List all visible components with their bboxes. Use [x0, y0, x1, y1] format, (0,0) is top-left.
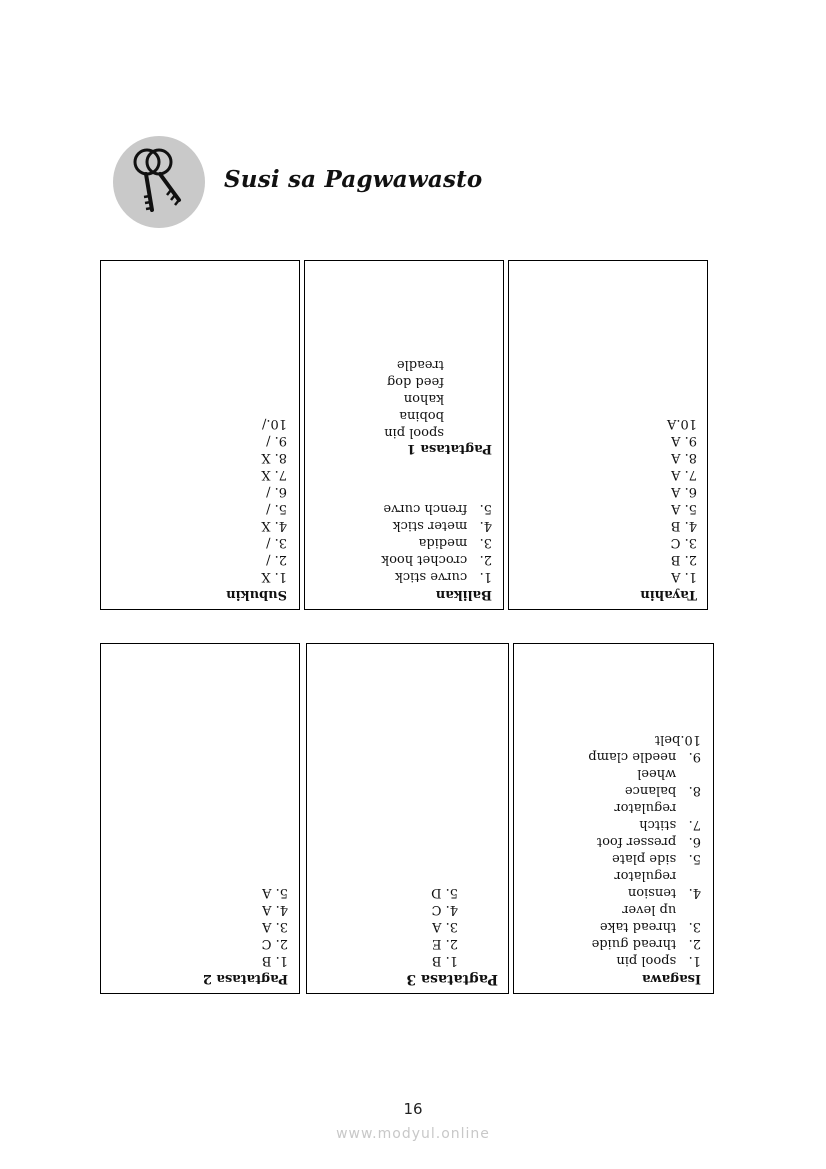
list-item: 2. B	[670, 552, 697, 567]
balikan-list	[381, 500, 492, 585]
list-item: 1. spool pin	[616, 953, 701, 968]
pagtatasa3-list	[431, 884, 458, 969]
subukin-box	[100, 260, 300, 610]
tayahin-list	[667, 415, 697, 585]
list-item: 7. A	[671, 467, 697, 482]
pagtatasa3-heading: Pagtatasa 3	[406, 971, 498, 987]
list-item: 5. A	[262, 885, 288, 900]
tayahin-box	[508, 260, 708, 610]
list-item: up lever	[622, 902, 701, 917]
list-item: 3. A	[432, 919, 458, 934]
subukin-heading: Subukin	[226, 587, 287, 602]
list-item: 5. A	[671, 501, 697, 516]
list-item: feed dog	[386, 374, 444, 389]
list-item: 5. /	[266, 501, 287, 516]
subukin-list	[261, 415, 287, 585]
list-item: 9. /	[266, 433, 287, 448]
list-item: treadle	[396, 357, 444, 372]
list-item: 4. B	[670, 518, 697, 533]
list-item: 2. crochet hook	[381, 552, 492, 567]
list-item: 8. X	[261, 450, 287, 465]
list-item: regulator	[614, 868, 701, 883]
list-item: 4. tension	[627, 885, 701, 900]
balikan-box	[304, 260, 504, 610]
pagtatasa1-heading: Pagtatasa 1	[406, 441, 492, 456]
list-item: 5. side plate	[612, 851, 701, 866]
list-item: 4. X	[261, 518, 287, 533]
list-item: 7. X	[261, 467, 287, 482]
list-item: 6. presser foot	[596, 834, 701, 849]
list-item: 6. /	[266, 484, 287, 499]
balikan-heading: Balikan	[435, 587, 492, 602]
list-item: 5. D	[431, 885, 458, 900]
list-item: 3. C	[670, 535, 697, 550]
list-item: 10./	[261, 416, 287, 431]
list-item: 1. B	[431, 953, 458, 968]
keys-icon	[113, 136, 205, 228]
list-item: spool pin	[384, 425, 444, 440]
pagtatasa3-box	[306, 643, 509, 994]
list-item: 2. E	[431, 936, 458, 951]
pagtatasa2-list	[262, 884, 288, 969]
list-item: 7. stitch	[639, 817, 701, 832]
list-item: 3. medida	[418, 535, 492, 550]
list-item: 1. B	[261, 953, 288, 968]
list-item: 4. meter stick	[392, 518, 492, 533]
isagawa-box	[513, 643, 714, 994]
list-item: 3. thread take	[599, 919, 701, 934]
list-item: 2. thread guide	[591, 936, 701, 951]
list-item: 5. french curve	[383, 501, 492, 516]
pagtatasa2-heading: Pagtatasa 2	[202, 971, 288, 986]
list-item: kahon	[403, 391, 444, 406]
watermark: www.modyul.online	[336, 1126, 490, 1142]
isagawa-list	[588, 731, 701, 969]
list-item: regulator	[614, 800, 701, 815]
list-item: 9. needle clamp	[588, 749, 701, 764]
list-item: 1. X	[261, 569, 287, 584]
list-item: 9. A	[671, 433, 697, 448]
list-item: 10.A	[666, 416, 697, 431]
list-item: 4. A	[262, 902, 288, 917]
page-title: Susi sa Pagwawasto	[224, 166, 483, 193]
list-item: 8. balance	[624, 783, 701, 798]
pagtatasa1-list	[384, 356, 444, 441]
page-number: 16	[403, 1100, 423, 1118]
list-item: 2. C	[261, 936, 288, 951]
list-item: 4. C	[431, 902, 458, 917]
list-item: 8. A	[671, 450, 697, 465]
list-item: 3. /	[266, 535, 287, 550]
list-item: 2. /	[266, 552, 287, 567]
tayahin-heading: Tayahin	[640, 587, 697, 602]
list-item: 1. curve stick	[394, 569, 492, 584]
list-item: 6. A	[671, 484, 697, 499]
isagawa-heading: Isagawa	[642, 971, 701, 986]
list-item: wheel	[637, 766, 701, 781]
pagtatasa2-box	[100, 643, 300, 994]
list-item: bobina	[399, 408, 444, 423]
list-item: 3. A	[262, 919, 288, 934]
list-item: 1. A	[671, 569, 697, 584]
list-item: 10.belt	[654, 732, 701, 747]
